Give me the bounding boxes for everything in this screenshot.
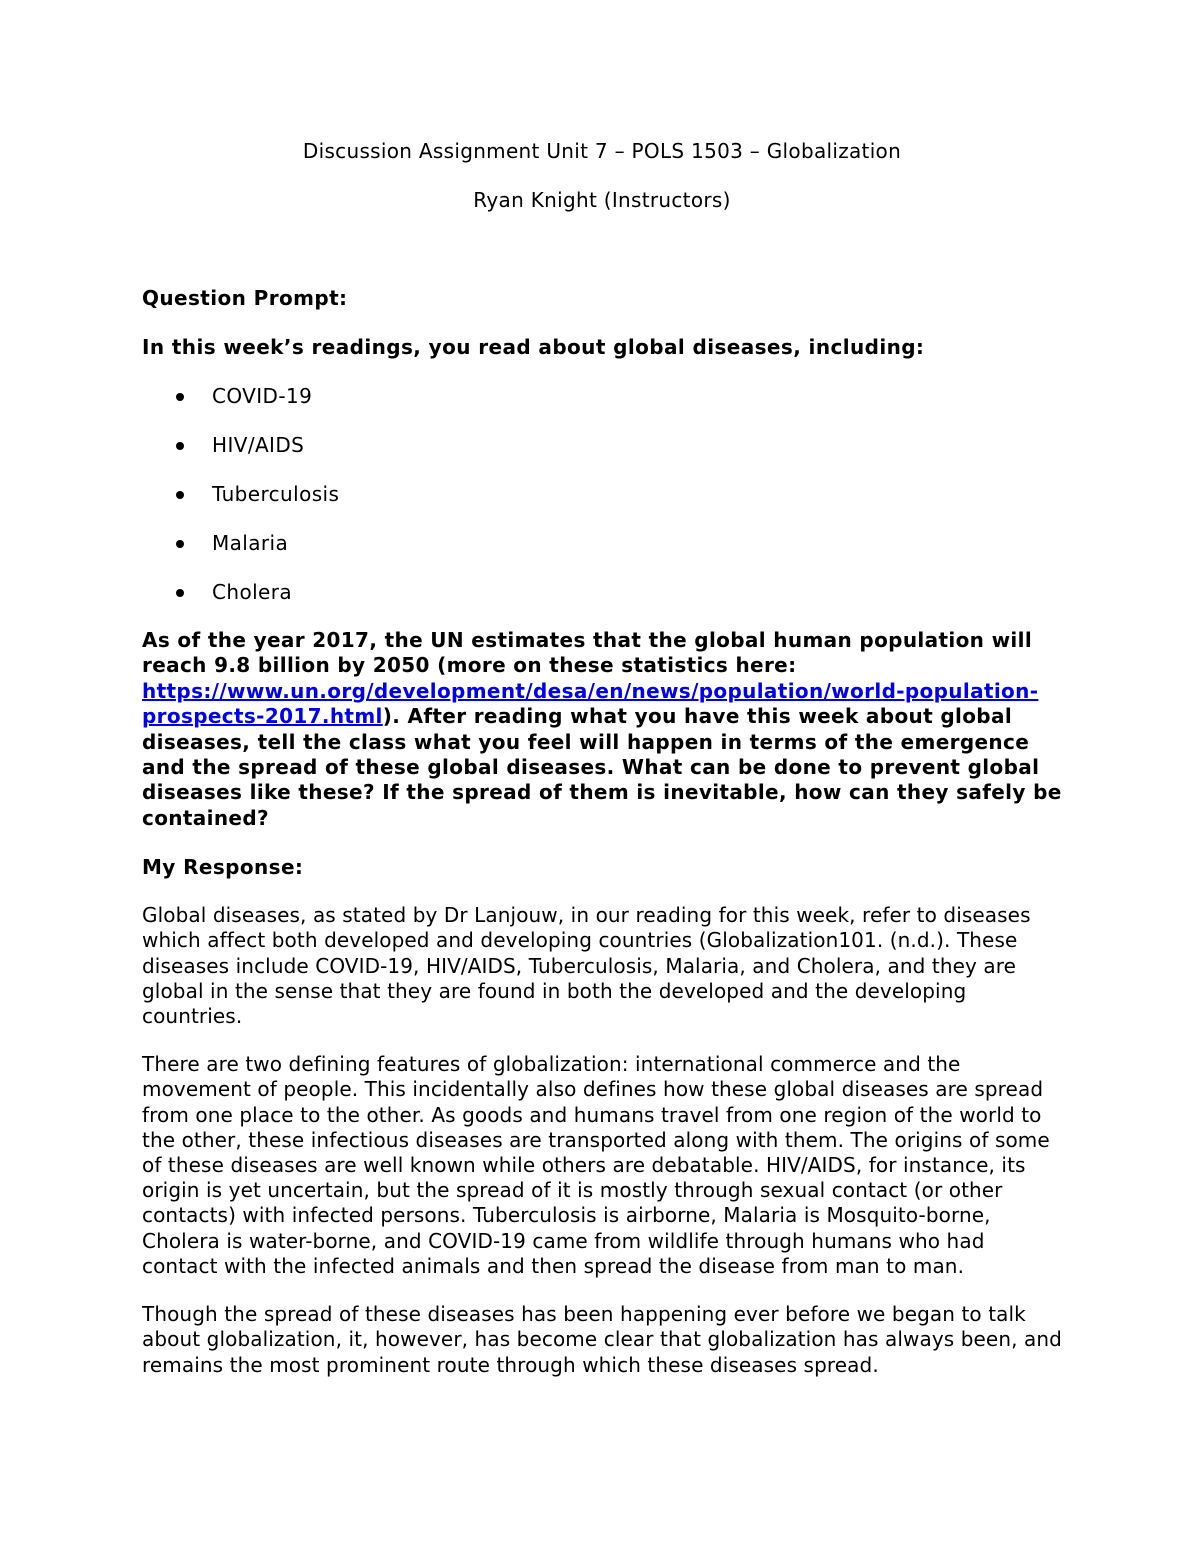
question-prompt	[142, 628, 1062, 831]
disease-label: Malaria	[212, 531, 289, 555]
bullet-icon	[176, 589, 184, 597]
disease-label: Cholera	[212, 580, 293, 604]
bullet-icon	[176, 393, 184, 401]
list-item	[142, 383, 1062, 409]
list-item	[142, 481, 1062, 507]
bullet-icon	[176, 540, 184, 548]
response-paragraph-2: There are two defining features of globalization: international commerce and the movement of people. This incidentally also defines how these global diseases are spread from one place to the other. As goods and humans travel from one region of the world to the other, these infectious diseases are transported along with them. The origins of some of these diseases are well known while others are debatable. HIV/AIDS, for instance, its origin is yet uncertain, but the spread of it is mostly through sexual contact (or other contacts) with infected persons. Tuberculosis is airborne, Malaria is Mosquito-borne, Cholera is water-borne, and COVID-19 came from wildlife through humans who had contact with the infected animals and then spread the disease from man to man.	[142, 1052, 1050, 1278]
prompt-text-before: As of the year 2017, the UN estimates that the global human population will reach 9.8 billion by 2050 (more on these statistics here:	[142, 628, 1033, 678]
document-page	[142, 138, 1062, 1401]
question-intro: In this week’s readings, you read about global diseases, including:	[142, 335, 925, 359]
list-item	[142, 579, 1062, 605]
un-population-link[interactable]: https://www.un.org/development/desa/en/news/population/world-population-prospects-2017.html	[142, 678, 1039, 729]
disease-list	[142, 383, 1062, 605]
response-paragraph-3: Though the spread of these diseases has been happening ever before we began to talk about globalization, it, however, has become clear that globalization has always been, and remains the most prominent route through which these diseases spread.	[142, 1302, 1062, 1377]
disease-label: HIV/AIDS	[212, 433, 305, 457]
prompt-text-after: ). After reading what you have this week about global diseases, tell the class what you feel will happen in terms of the emergence and the spread of these global diseases. What can be done to prevent global diseases like these? If the spread of them is inevitable, how can they safely be contained?	[142, 704, 1062, 830]
disease-label: Tuberculosis	[212, 482, 340, 506]
list-item	[142, 432, 1062, 458]
list-item	[142, 530, 1062, 556]
response-paragraph-1: Global diseases, as stated by Dr Lanjouw, in our reading for this week, refer to diseases which affect both developed and developing countries (Globalization101. (n.d.). These diseases include COVID-19, HIV/AIDS, Tuberculosis, Malaria, and Cholera, and they are global in the sense that they are found in both the developed and the developing countries.	[142, 903, 1031, 1029]
response-heading: My Response:	[142, 855, 304, 880]
document-subtitle: Ryan Knight (Instructors)	[473, 188, 731, 212]
document-title: Discussion Assignment Unit 7 – POLS 1503 – Globalization	[302, 139, 902, 163]
bullet-icon	[176, 442, 184, 450]
bullet-icon	[176, 491, 184, 499]
disease-label: COVID-19	[212, 384, 313, 408]
question-heading: Question Prompt:	[142, 286, 348, 310]
